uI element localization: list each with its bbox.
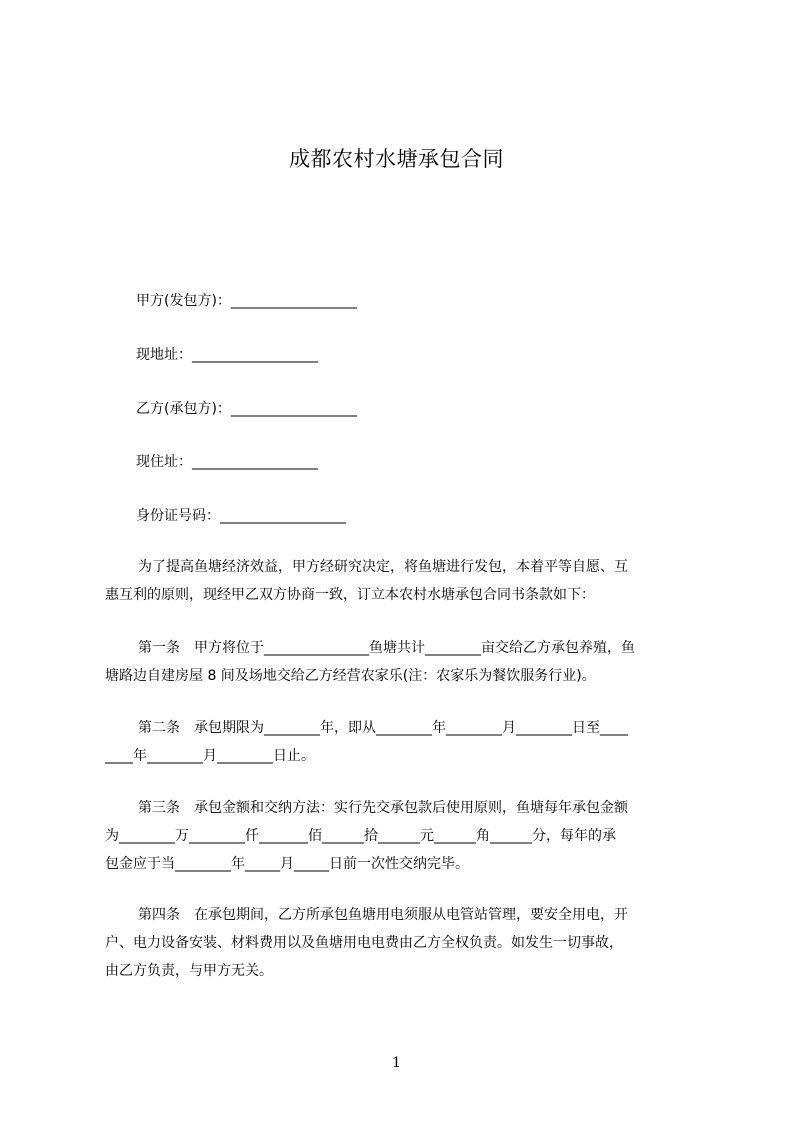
article-1 [105,634,705,690]
article-line: 户、电力设备安装、材料费用以及鱼塘用电电费由乙方全权负责。如发生一切事故， [105,935,623,951]
article-3 [105,794,705,878]
article-line: 第四条 在承包期间，乙方所承包鱼塘用电须服从电管站管理，要安全用电，开 [138,907,628,923]
article-4 [105,901,705,985]
id-number-field: 身份证号码：__________________ [136,508,346,524]
address-field: 现地址：__________________ [136,347,318,363]
article-line: 由乙方负责，与甲方无关。 [105,963,273,979]
article-line: 包金应于当________年_____月_____日前一次性交纳完毕。 [105,856,469,872]
article-line: 为________万________仟_______佰______拾______元______角______分，每年的承 [105,828,616,844]
residence-field: 现住址：__________________ [136,454,318,470]
party-b-field: 乙方(承包方)：__________________ [136,401,357,417]
intro-line: 为了提高鱼塘经济效益，甲方经研究决定，将鱼塘进行发包，本着平等自愿、互 [138,559,628,575]
article-line: 塘路边自建房屋 8 间及场地交给乙方经营农家乐(注：农家乐为餐饮服务行业)。 [105,668,596,684]
article-line: ____年________月________日止。 [105,748,315,764]
article-line: 第二条 承包期限为________年，即从________年________月________日至____ [138,720,628,736]
article-line: 第三条 承包金额和交纳方法：实行先交承包款后使用原则，鱼塘每年承包金额 [138,800,628,816]
page-number: 1 [392,1055,401,1071]
document-title: 成都农村水塘承包合同 [289,147,504,171]
party-a-field: 甲方(发包方)：__________________ [136,293,357,309]
intro-line: 惠互利的原则，现经甲乙双方协商一致，订立本农村水塘承包合同书条款如下： [105,587,595,603]
intro-paragraph [105,553,705,609]
article-line: 第一条 甲方将位于_______________鱼塘共计________亩交给乙方承包养殖，鱼 [138,640,635,656]
article-2 [105,714,705,770]
